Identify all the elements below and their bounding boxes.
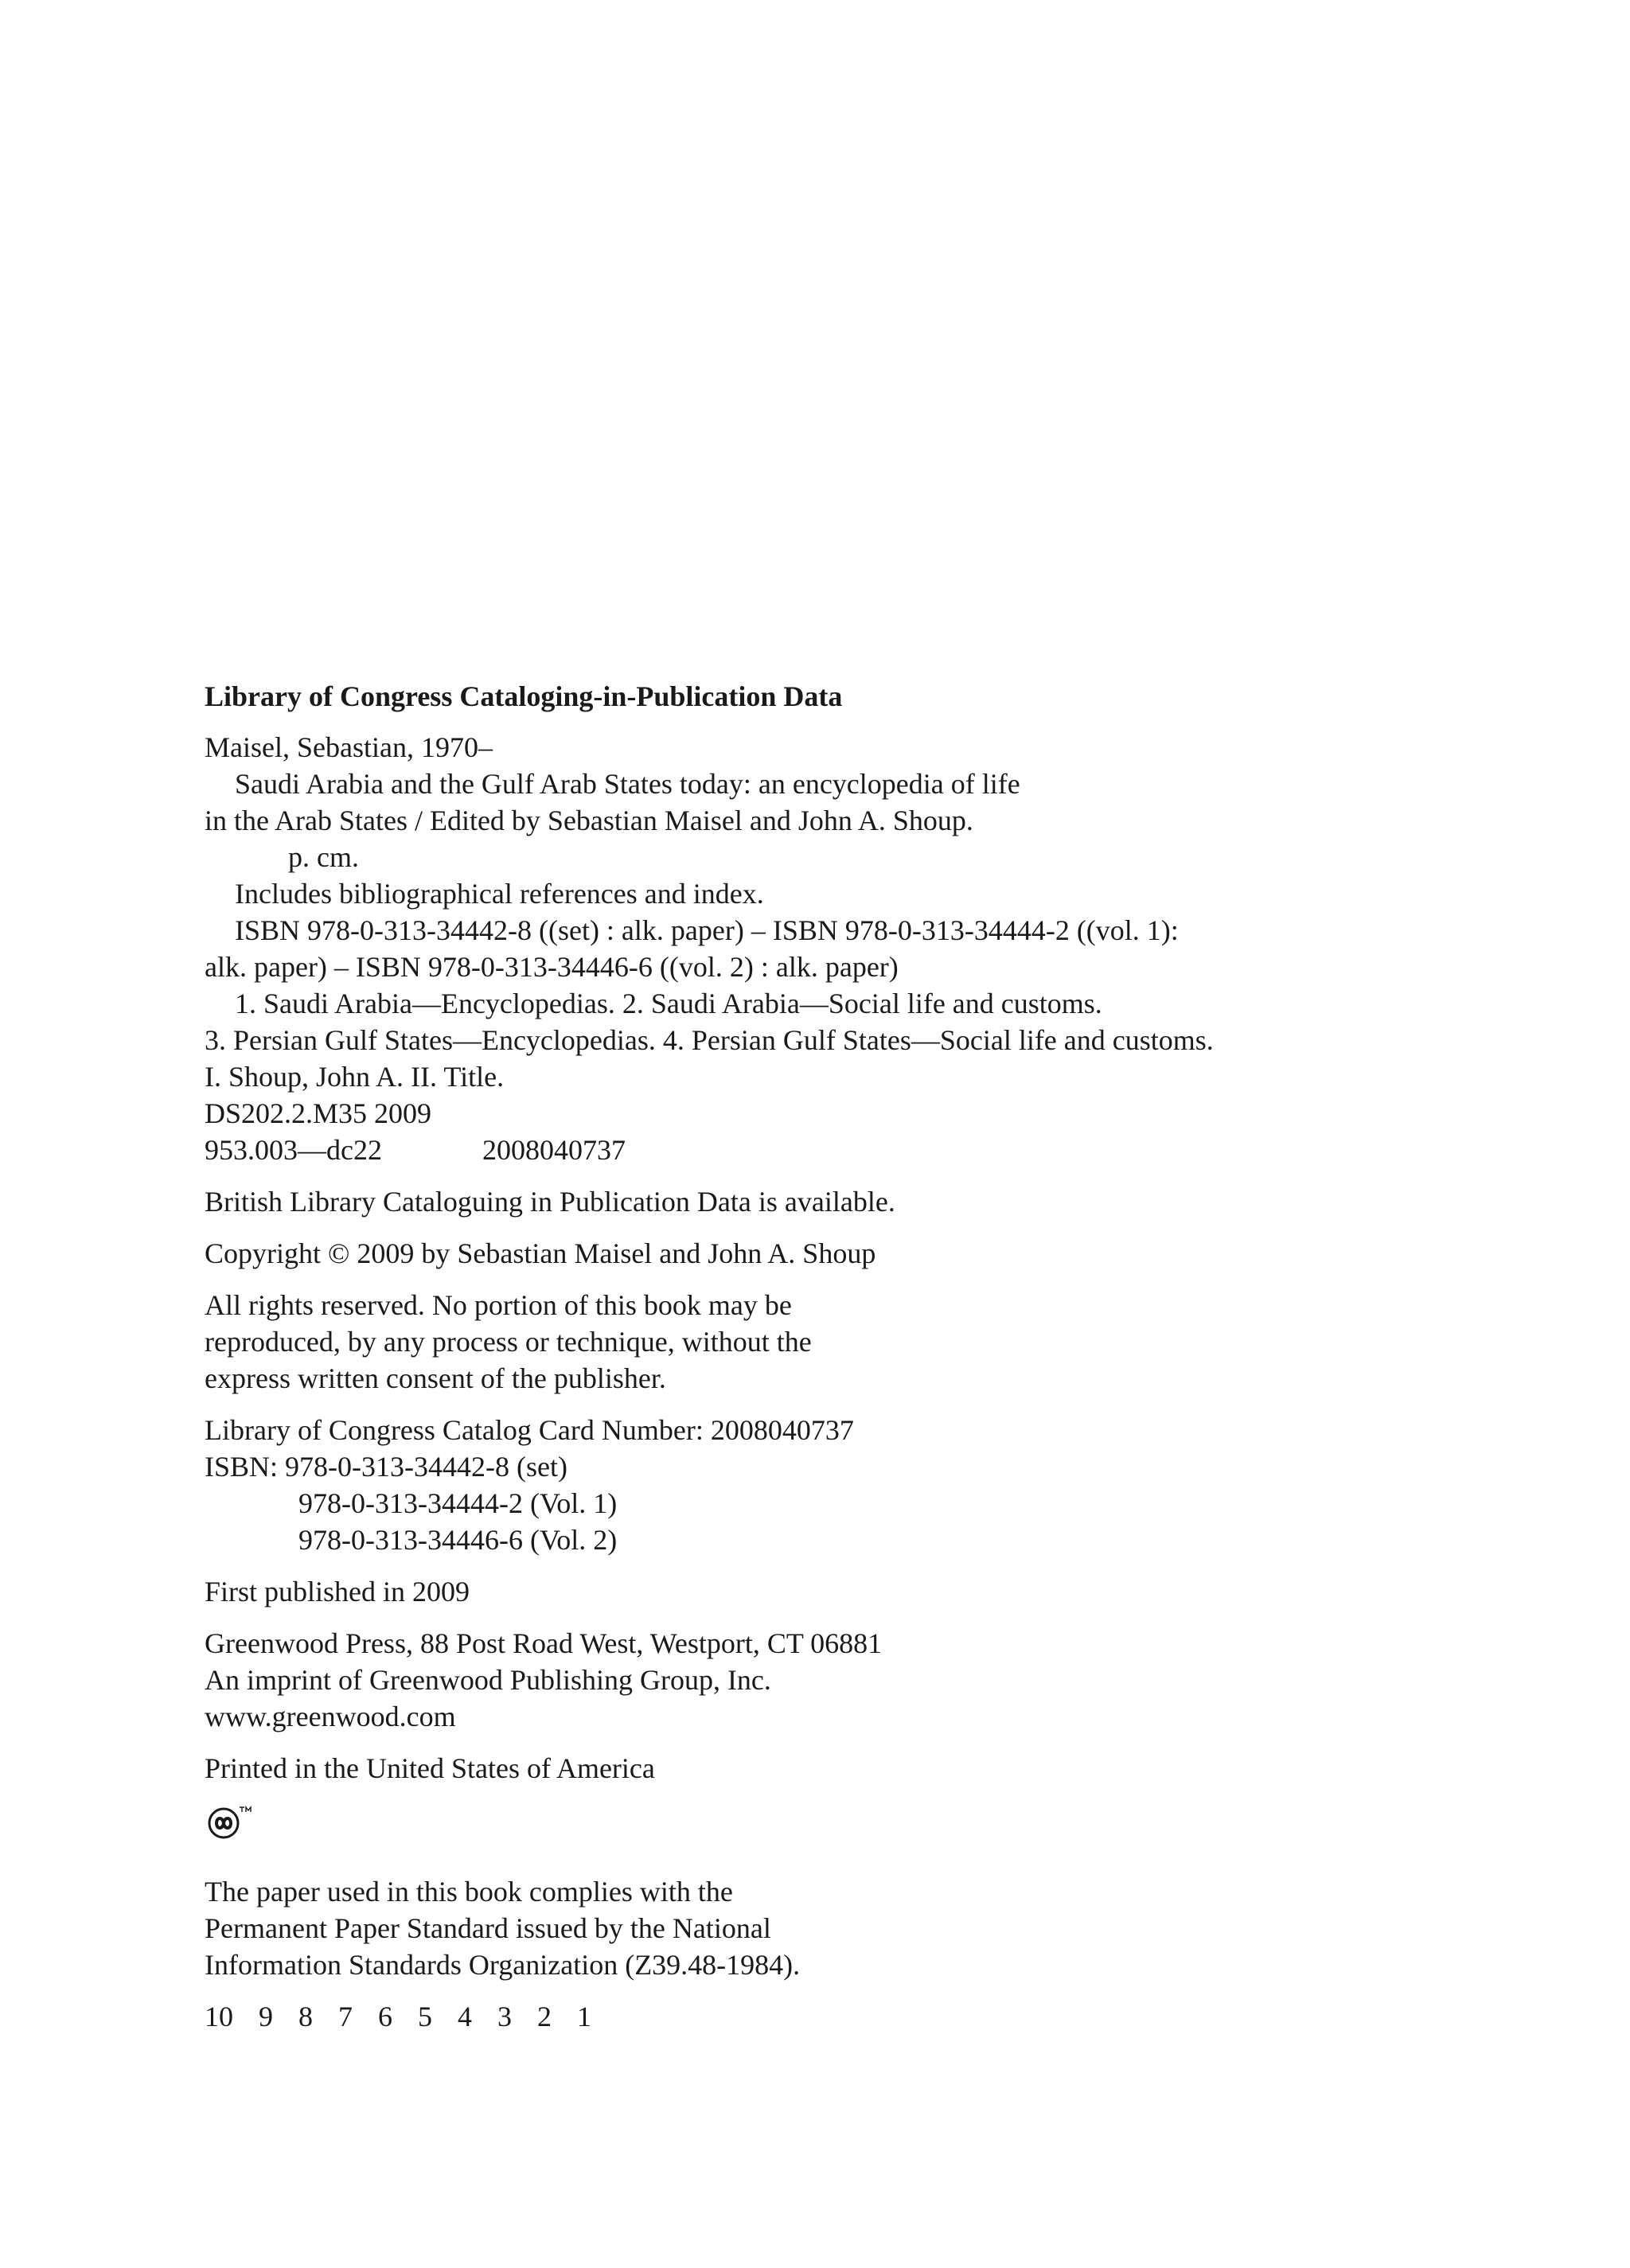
printing-number: 2 <box>537 2001 552 2032</box>
cip-dewey: 953.003—dc22 <box>205 1134 382 1166</box>
isbn-vol2: 978-0-313-34446-6 (Vol. 2) <box>298 1524 618 1556</box>
british-library-statement: British Library Cataloguing in Publication Data is available. <box>205 1186 895 1218</box>
publisher-website: www.greenwood.com <box>205 1701 456 1732</box>
cip-lc-class: DS202.2.M35 2009 <box>205 1097 432 1129</box>
cip-author: Maisel, Sebastian, 1970– <box>205 731 493 763</box>
isbn-vol1: 978-0-313-34444-2 (Vol. 1) <box>298 1487 618 1519</box>
printing-number: 6 <box>378 2001 392 2032</box>
printing-number: 7 <box>338 2001 353 2032</box>
cip-physical: p. cm. <box>288 841 359 873</box>
cip-isbn-line-1: ISBN 978-0-313-34442-8 ((set) : alk. paper) – ISBN 978-0-313-34444-2 ((vol. 1): <box>235 914 1179 946</box>
cip-subjects-line-3: I. Shoup, John A. II. Title. <box>205 1061 505 1093</box>
catalog-card <box>205 1412 1558 1558</box>
printing-number: 10 <box>205 2001 233 2032</box>
rights-line-3: express written consent of the publisher. <box>205 1362 666 1394</box>
paper-line-1: The paper used in this book complies with the <box>205 1876 733 1908</box>
isbn-label: ISBN: <box>205 1451 279 1483</box>
printing-number: 9 <box>259 2001 273 2032</box>
cip-lccn: 2008040737 <box>482 1134 626 1166</box>
rights-statement <box>205 1287 1558 1397</box>
printing-number: 1 <box>577 2001 591 2032</box>
cip-subjects-line-2: 3. Persian Gulf States—Encyclopedias. 4. Persian Gulf States—Social life and customs. <box>205 1024 1214 1056</box>
paper-line-3: Information Standards Organization (Z39.48-1984). <box>205 1949 801 1981</box>
printing-number: 4 <box>458 2001 472 2032</box>
infinity-permanent-paper-icon <box>206 1802 254 1840</box>
copyright-statement: Copyright © 2009 by Sebastian Maisel and John A. Shoup <box>205 1237 876 1269</box>
catalog-card-number: Library of Congress Catalog Card Number: 2008040737 <box>205 1414 854 1446</box>
isbn-set: 978-0-313-34442-8 (set) <box>285 1451 567 1483</box>
cip-notes: Includes bibliographical references and index. <box>235 878 764 910</box>
rights-line-2: reproduced, by any process or technique, without the <box>205 1326 812 1358</box>
cip-title-line-1: Saudi Arabia and the Gulf Arab States today: an encyclopedia of life <box>235 768 1020 800</box>
rights-line-1: All rights reserved. No portion of this book may be <box>205 1289 792 1321</box>
cip-dewey-lccn <box>205 1132 1558 1168</box>
isbn-set-line <box>205 1448 1558 1485</box>
publisher-info <box>205 1625 1558 1735</box>
cip-isbn-line-2: alk. paper) – ISBN 978-0-313-34446-6 ((vol. 2) : alk. paper) <box>205 951 899 983</box>
first-published: First published in 2009 <box>205 1576 470 1607</box>
publisher-line-1: Greenwood Press, 88 Post Road West, Westport, CT 06881 <box>205 1627 883 1659</box>
printing-number: 5 <box>418 2001 432 2032</box>
printing-number: 8 <box>298 2001 313 2032</box>
copyright-page <box>205 678 1558 2050</box>
paper-statement <box>205 1873 1558 1983</box>
paper-line-2: Permanent Paper Standard issued by the National <box>205 1912 771 1944</box>
cip-record <box>205 729 1558 1168</box>
publisher-line-2: An imprint of Greenwood Publishing Group, Inc. <box>205 1664 771 1696</box>
cip-title-line-2: in the Arab States / Edited by Sebastian Maisel and John A. Shoup. <box>205 805 973 836</box>
cip-subjects-line-1: 1. Saudi Arabia—Encyclopedias. 2. Saudi Arabia—Social life and customs. <box>235 988 1102 1019</box>
printing-numbers <box>205 1998 1558 2035</box>
cip-heading: Library of Congress Cataloging-in-Publication Data <box>205 680 843 712</box>
printing-number: 3 <box>497 2001 512 2032</box>
printed-in: Printed in the United States of America <box>205 1752 655 1784</box>
